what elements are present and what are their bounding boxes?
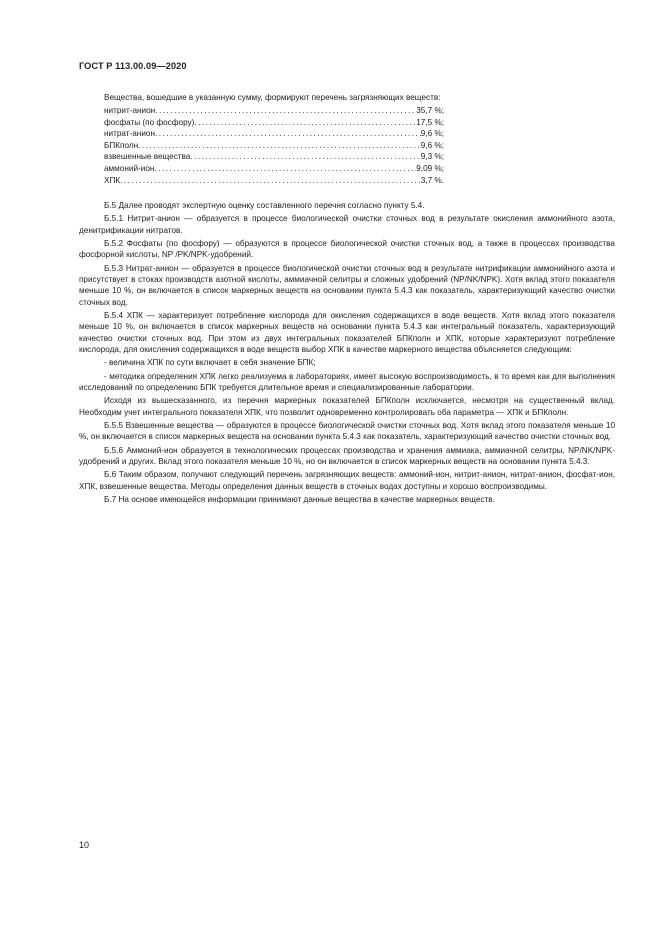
leader-dots — [155, 105, 416, 117]
paragraph-b5-3: Б.5.3 Нитрат-анион — образуется в процессе биологической очистки сточных вод в результате нитрификации аммонийного азота и присутствует в стоках производств азотной кислоты, аммиачной селитры и сложных удобрений (NP/NK/NPK). Хотя вклад этого показателя меньше 10 %, он включается в список маркерных веществ на основании пункта 5.4.3 как показатель, характеризующий качество очистки сточных вод. — [79, 263, 615, 307]
paragraph-conclusion: Исходя из вышесказанного, из перечня маркерных показателей БПКполн исключается, несмотря на существенный вклад. Необходим учет интегрального показателя ХПК, что позволит одновременно контролировать оба параметра — ХПК и БПКполн. — [79, 396, 615, 417]
list-item-name: аммоний-ион — [104, 163, 155, 173]
list-item-value: 35,7 %; — [416, 106, 444, 115]
list-item-name: взвешенные вещества — [104, 152, 191, 162]
list-item — [104, 151, 444, 163]
list-item — [104, 175, 444, 187]
list-item-value: 9,3 %; — [420, 152, 444, 162]
list-item — [104, 163, 444, 175]
list-item-value: 9,6 %; — [420, 129, 444, 139]
leader-dots — [138, 140, 421, 152]
list-item-value: 17,5 %; — [416, 117, 444, 127]
list-item-name: ХПК — [104, 175, 121, 185]
pollutants-list — [104, 105, 444, 186]
list-item — [104, 140, 444, 152]
paragraph-b7: Б.7 На основе имеющейся информации принимают данные вещества в качестве маркерных веществ. — [104, 495, 495, 505]
document-body — [79, 200, 615, 508]
list-item — [104, 128, 444, 140]
paragraph-b5: Б.5 Далее проводят экспертную оценку составленного перечня согласно пункту 5.4. — [104, 201, 425, 210]
list-item-name: БПКполн — [104, 140, 139, 150]
leader-dots — [194, 117, 416, 129]
bullet-item: - методика определения ХПК легко реализуема в лабораториях, имеет высокую воспроизводимость, в то время как для выполнения исследований по определению БПК требуется длительное время и специализированные лаборатории. — [79, 371, 615, 392]
paragraph-b5-2: Б.5.2 Фосфаты (по фосфору) — образуются в процессе биологической очистки сточных вод, а также в процессах производства фосфорной кислоты, NP /PK/NPK-удобрений. — [79, 239, 615, 260]
leader-dots — [120, 175, 421, 187]
page-number: 10 — [79, 840, 90, 850]
paragraph-b5-5: Б.5.5 Взвешенные вещества — образуются в процессе биологической очистки сточных вод. Хотя вклад этого показателя меньше 10 %, он включается в список маркерных веществ на основании пункта 5.4.3 как показатель, характеризующий качество очистки сточных вод. — [79, 421, 615, 442]
leader-dots — [154, 163, 416, 175]
list-item-value: 9,09 %; — [416, 163, 444, 173]
paragraph-b5-6: Б.5.6 Аммоний-ион образуется в технологических процессах производства и хранения аммиака, аммиачной селитры, NP/NK/NPK-удобрений и других. Вклад этого показателя меньше 10 %, но он включается в список маркерных веществ на основании пункта 5.4.3. — [79, 445, 615, 466]
paragraph-b6: Б.6 Таким образом, получают следующий перечень загрязняющих веществ: аммоний-ион, нитрит-анион, нитрат-анион, фосфат-ион, ХПК, взвешенные вещества. Методы определения данных веществ в сточных водах доступны и хорошо воспроизводимы. — [79, 470, 615, 491]
pollutants-intro: Вещества, вошедшие в указанную сумму, формируют перечень загрязняющих веществ: — [104, 93, 441, 102]
document-header-title: ГОСТ Р 113.00.09—2020 — [79, 61, 187, 71]
list-item-name: фосфаты (по фосфору) — [104, 117, 195, 127]
leader-dots — [190, 151, 420, 163]
paragraph-b5-4: Б.5.4 ХПК — характеризует потребление кислорода для окисления содержащихся в воде веществ. Хотя вклад этого показателя меньше 10 %, он включается в список маркерных веществ на основании пункта 5.4.3 как интегральный показатель, характеризующий качество очистки сточных вод. При этом из двух интегральных показателей БПКполн и ХПК, которые характеризуют потребление кислорода, для окисления содержащихся в воде веществ выбор ХПК в качестве маркерного вещества объясняется следующим: — [79, 311, 615, 354]
list-item-value: 9,6 %; — [420, 140, 444, 150]
bullet-item: - величина ХПК по сути включает в себя значение БПК; — [104, 358, 316, 368]
list-item-name: нитрит-анион — [104, 106, 156, 115]
list-item-name: нитрат-анион — [104, 129, 155, 139]
list-item — [104, 117, 444, 129]
list-item-value: 3,7 %. — [420, 175, 444, 185]
leader-dots — [155, 128, 421, 140]
list-item — [104, 105, 444, 117]
paragraph-b5-1: Б.5.1 Нитрит-анион — образуется в процессе биологической очистки сточных вод в результате окисления аммонийного азота, денитрификации нитратов. — [79, 214, 615, 235]
